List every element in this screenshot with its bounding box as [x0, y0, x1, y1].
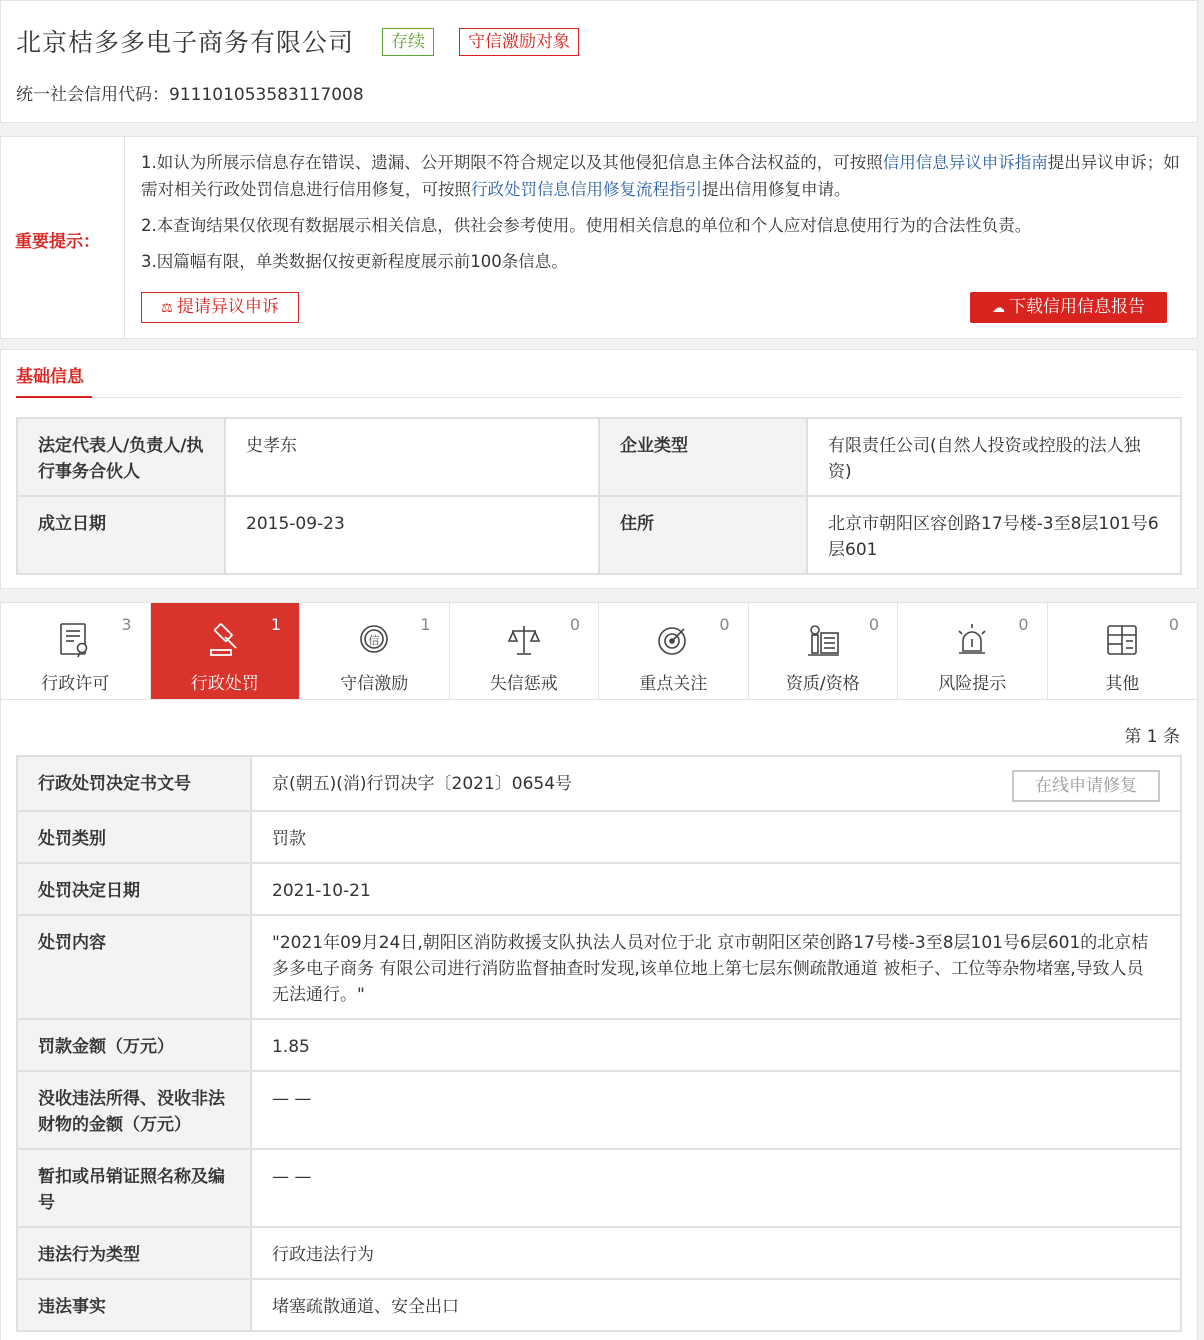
detail-value: 行政违法行为	[251, 1227, 1181, 1279]
info-value: 北京市朝阳区容创路17号楼-3至8层101号6层601	[807, 496, 1181, 574]
basic-info-section	[0, 349, 1198, 589]
detail-label: 处罚决定日期	[17, 863, 251, 915]
notice-item-3: 3.因篇幅有限，单类数据仅按更新程度展示前100条信息。	[141, 252, 568, 271]
penalty-detail-section	[0, 700, 1198, 1340]
tab-count: 1	[270, 615, 281, 634]
tab-label: 资质/资格	[785, 674, 860, 694]
dispute-guide-link[interactable]: 信用信息异议申诉指南	[882, 153, 1048, 172]
table-row	[17, 756, 1181, 811]
detail-value: 2021-10-21	[251, 863, 1181, 915]
detail-value-cell	[251, 756, 1181, 811]
info-value: 有限责任公司(自然人投资或控股的法人独资)	[807, 418, 1181, 496]
tab-label: 其他	[1105, 674, 1140, 694]
detail-value: 京(朝五)(消)行罚决字〔2021〕0654号	[272, 774, 573, 794]
detail-label: 行政处罚决定书文号	[17, 756, 251, 811]
tab-count: 0	[719, 615, 730, 634]
table-row	[17, 418, 1181, 496]
tab-qualification[interactable]	[749, 603, 899, 699]
stamp-icon: ⚖	[161, 301, 173, 316]
info-value: 史孝东	[225, 418, 599, 496]
cloud-download-icon: ☁	[992, 301, 1005, 316]
notice-label-cell	[1, 137, 125, 338]
tab-count: 3	[121, 615, 132, 634]
important-notice	[0, 136, 1198, 339]
category-tabs	[0, 602, 1198, 700]
detail-label: 处罚内容	[17, 915, 251, 1019]
info-label: 成立日期	[17, 496, 225, 574]
table-row	[17, 915, 1181, 1019]
notice-item-1	[141, 149, 1186, 203]
download-button-label: 下载信用信息报告	[1009, 297, 1145, 317]
section-divider	[16, 397, 1182, 398]
detail-label: 暂扣或吊销证照名称及编号	[17, 1149, 251, 1227]
table-row	[17, 1019, 1181, 1071]
tab-key-attention[interactable]	[599, 603, 749, 699]
notice-text: 1.如认为所展示信息存在错误、遗漏、公开期限不符合规定以及其他侵犯信息主体合法权益的，可按照	[141, 153, 883, 172]
tab-label: 行政处罚	[190, 674, 259, 694]
online-repair-button[interactable]: 在线申请修复	[1012, 770, 1160, 802]
tab-admin-penalty[interactable]	[151, 603, 301, 699]
table-row	[17, 1149, 1181, 1227]
tab-label: 行政许可	[41, 674, 110, 694]
basic-info-table	[16, 417, 1182, 575]
tab-risk-warning[interactable]	[898, 603, 1048, 699]
table-row	[17, 496, 1181, 574]
honor-badge: 守信激励对象	[459, 28, 579, 56]
tab-count: 0	[1018, 615, 1029, 634]
dispute-button[interactable]	[141, 292, 299, 323]
tab-label: 守信激励	[340, 674, 409, 694]
info-label: 住所	[599, 496, 807, 574]
tab-honor-incentive[interactable]	[300, 603, 450, 699]
tab-count: 0	[1168, 615, 1179, 634]
detail-label: 没收违法所得、没收非法财物的金额（万元）	[17, 1071, 251, 1149]
company-name: 北京桔多多电子商务有限公司	[16, 28, 355, 57]
detail-label: 罚款金额（万元）	[17, 1019, 251, 1071]
company-header	[0, 0, 1198, 123]
notice-body	[141, 149, 1186, 284]
penalty-detail-table	[16, 755, 1182, 1332]
notice-item-2: 2.本查询结果仅依现有数据展示相关信息，供社会参考使用。使用相关信息的单位和个人应对信息使用行为的合法性负责。	[141, 216, 1032, 235]
record-number: 第 1 条	[1124, 727, 1180, 747]
section-title-underline	[16, 396, 92, 398]
table-row	[17, 1279, 1181, 1331]
detail-label: 违法事实	[17, 1279, 251, 1331]
svg-text:信: 信	[368, 634, 380, 647]
detail-value: 1.85	[251, 1019, 1181, 1071]
info-label: 企业类型	[599, 418, 807, 496]
notice-text: 提出信用修复申请。	[702, 180, 851, 199]
detail-value: — —	[251, 1071, 1181, 1149]
table-row	[17, 863, 1181, 915]
detail-value: 罚款	[251, 811, 1181, 863]
table-row	[17, 811, 1181, 863]
dispute-button-label: 提请异议申诉	[176, 297, 279, 317]
table-row	[17, 1071, 1181, 1149]
tab-label: 失信惩戒	[489, 674, 558, 694]
detail-value: "2021年09月24日,朝阳区消防救援支队执法人员对位于北 京市朝阳区荣创路17号楼-3至8层101号6层601的北京桔多多电子商务 有限公司进行消防监督抽查时发现,该单位地上第七层东侧疏散通道 被柜子、工位等杂物堵塞,导致人员无法通行。"	[251, 915, 1181, 1019]
tab-count: 0	[569, 615, 580, 634]
tab-admin-license[interactable]	[1, 603, 151, 699]
detail-value: 堵塞疏散通道、安全出口	[251, 1279, 1181, 1331]
tab-label: 重点关注	[639, 674, 708, 694]
status-badge: 存续	[382, 28, 434, 56]
section-title: 基础信息	[16, 367, 84, 387]
repair-guide-link[interactable]: 行政处罚信息信用修复流程指引	[471, 180, 702, 199]
tab-count: 1	[420, 615, 431, 634]
notice-text: 提出异议申诉；如需对相关行政处罚信息进行信用修复，可按照	[141, 153, 1180, 199]
table-row	[17, 1227, 1181, 1279]
tab-count: 0	[868, 615, 879, 634]
tab-label: 风险提示	[938, 674, 1007, 694]
download-report-button[interactable]	[970, 292, 1167, 323]
detail-label: 处罚类别	[17, 811, 251, 863]
tab-other[interactable]	[1048, 603, 1198, 699]
info-value: 2015-09-23	[225, 496, 599, 574]
credit-code: 统一社会信用代码：911101053583117008	[16, 85, 364, 105]
notice-label: 重要提示：	[15, 232, 100, 252]
info-label: 法定代表人/负责人/执行事务合伙人	[17, 418, 225, 496]
detail-label: 违法行为类型	[17, 1227, 251, 1279]
detail-value: — —	[251, 1149, 1181, 1227]
tab-dishonesty-punishment[interactable]	[450, 603, 600, 699]
